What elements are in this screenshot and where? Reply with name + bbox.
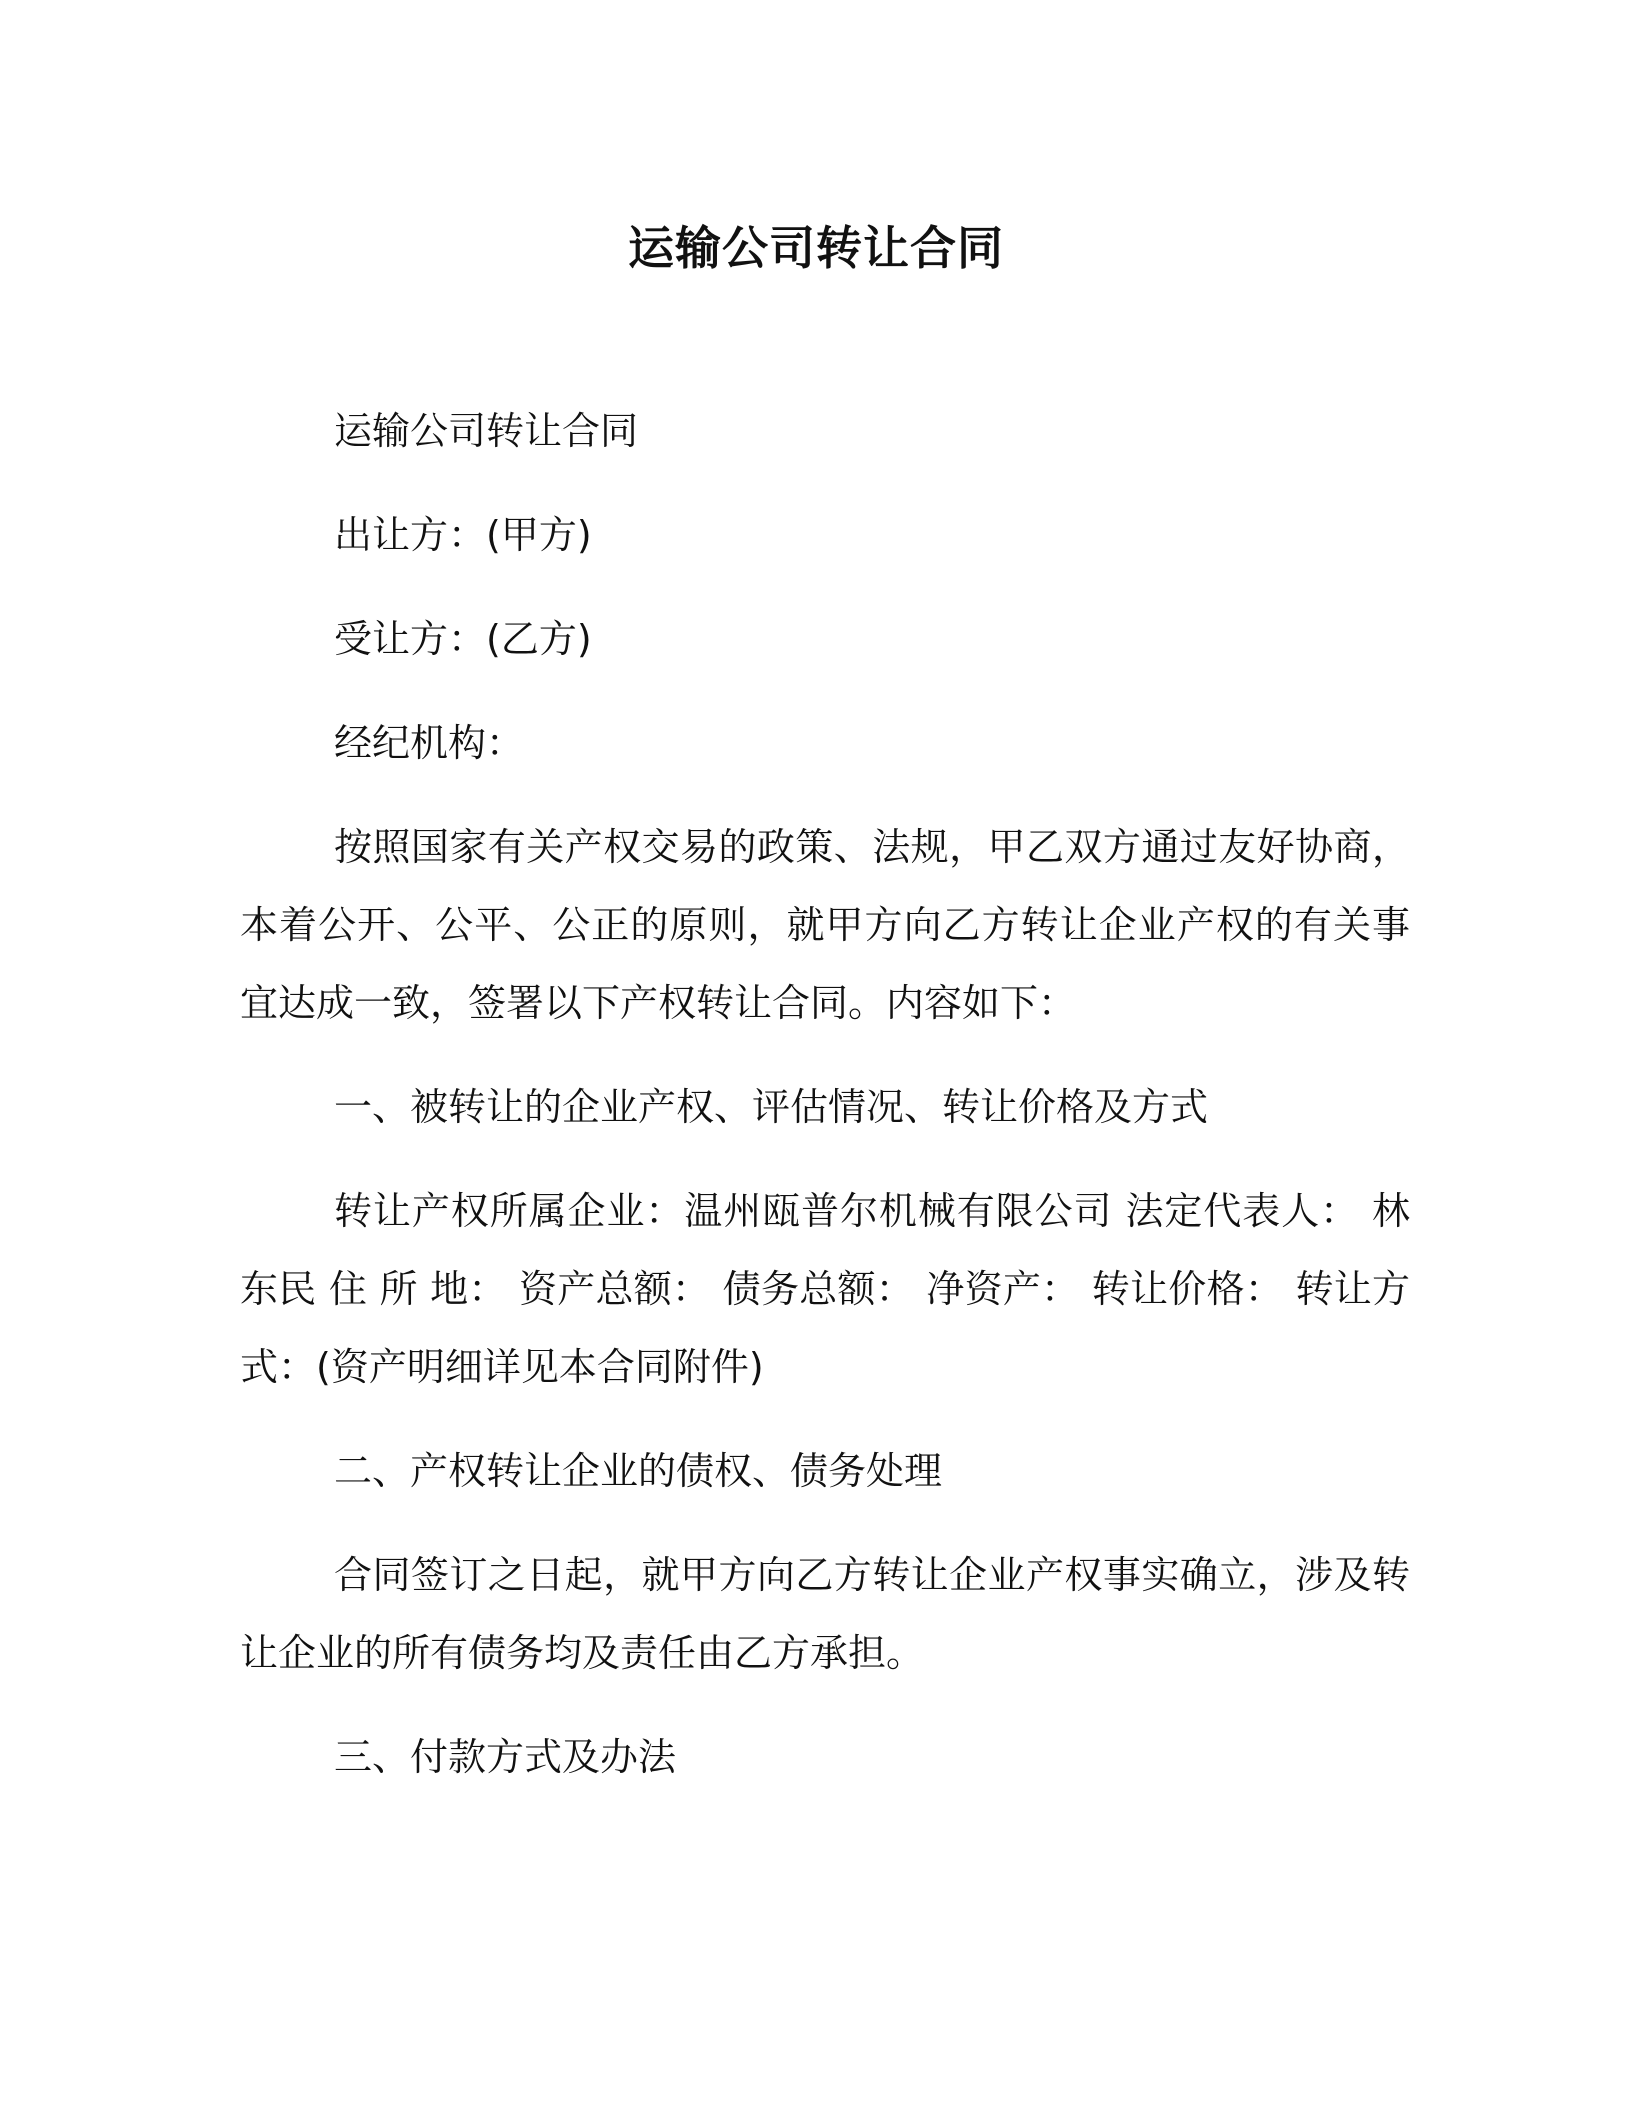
section-heading-2: 二、产权转让企业的债权、债务处理 [334,1449,943,1493]
document-title: 运输公司转让合同 [628,221,1004,275]
paragraph-preamble: 按照国家有关产权交易的政策、法规，甲乙双方通过友好协商，本着公开、公平、公正的原则，就甲方向乙方转让企业产权的有关事宜达成一致，签署以下产权转让合同。内容如下： [240,825,1410,1025]
paragraph-debt-handling: 合同签订之日起，就甲方向乙方转让企业产权事实确立，涉及转让企业的所有债务均及责任由乙方承担。 [240,1553,1410,1675]
paragraph-transferor: 出让方：(甲方) [334,513,592,557]
paragraph-transferee: 受让方：(乙方) [334,617,592,661]
section-heading-1: 一、被转让的企业产权、评估情况、转让价格及方式 [334,1085,1209,1129]
document-body [240,392,1410,1822]
section-heading-3: 三、付款方式及办法 [334,1735,677,1779]
paragraph-contract-name: 运输公司转让合同 [334,409,639,453]
paragraph-enterprise-info: 转让产权所属企业：温州瓯普尔机械有限公司 法定代表人： 林东民 住 所 地： 资产总额： 债务总额： 净资产： 转让价格： 转让方式：(资产明细详见本合同附件) [240,1189,1410,1389]
paragraph-broker: 经纪机构： [334,721,525,765]
